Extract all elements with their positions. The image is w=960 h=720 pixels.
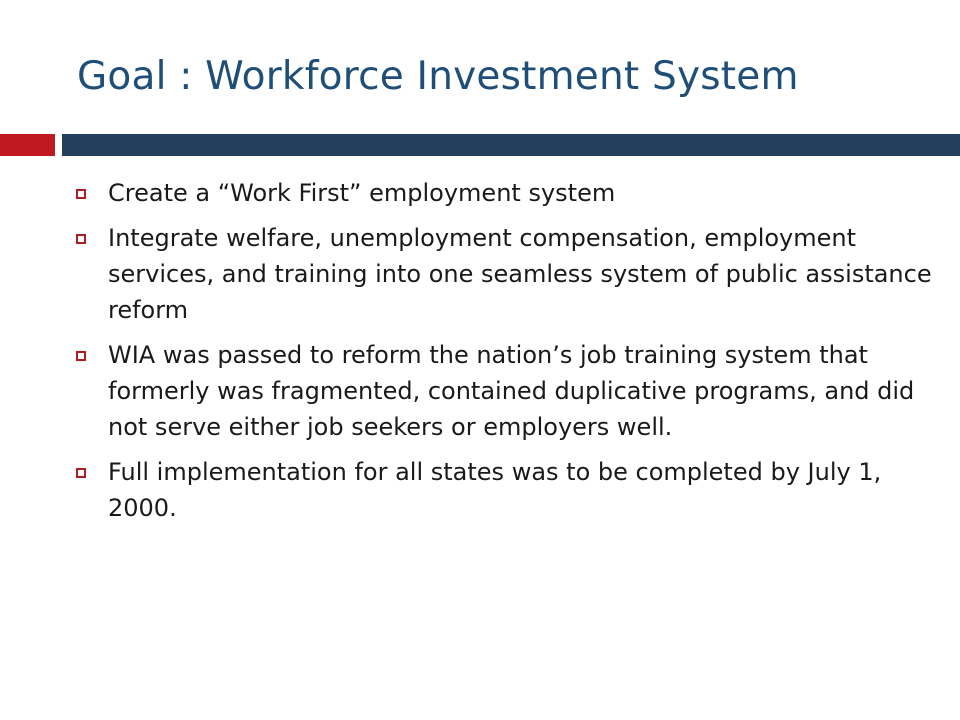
hollow-square-icon — [76, 468, 86, 478]
bullet-text: Integrate welfare, unemployment compensation, employment services, and training into one seamless system of public assistance reform — [108, 224, 932, 324]
bullet-list — [76, 175, 936, 535]
hollow-square-icon — [76, 351, 86, 361]
bullet-item — [76, 454, 936, 526]
bullet-item — [76, 175, 936, 211]
hollow-square-icon — [76, 234, 86, 244]
bullet-text: WIA was passed to reform the nation’s job training system that formerly was fragmented, contained duplicative programs, and did not serve either job seekers or employers well. — [108, 341, 915, 441]
title-divider-red-accent — [0, 134, 55, 156]
hollow-square-icon — [76, 189, 86, 199]
bullet-item — [76, 220, 936, 328]
bullet-text: Create a “Work First” employment system — [108, 179, 616, 207]
bullet-text: Full implementation for all states was to be completed by July 1, 2000. — [108, 458, 882, 522]
slide-title: Goal : Workforce Investment System — [77, 54, 799, 99]
bullet-item — [76, 337, 936, 445]
title-divider-blue-bar — [62, 134, 960, 156]
